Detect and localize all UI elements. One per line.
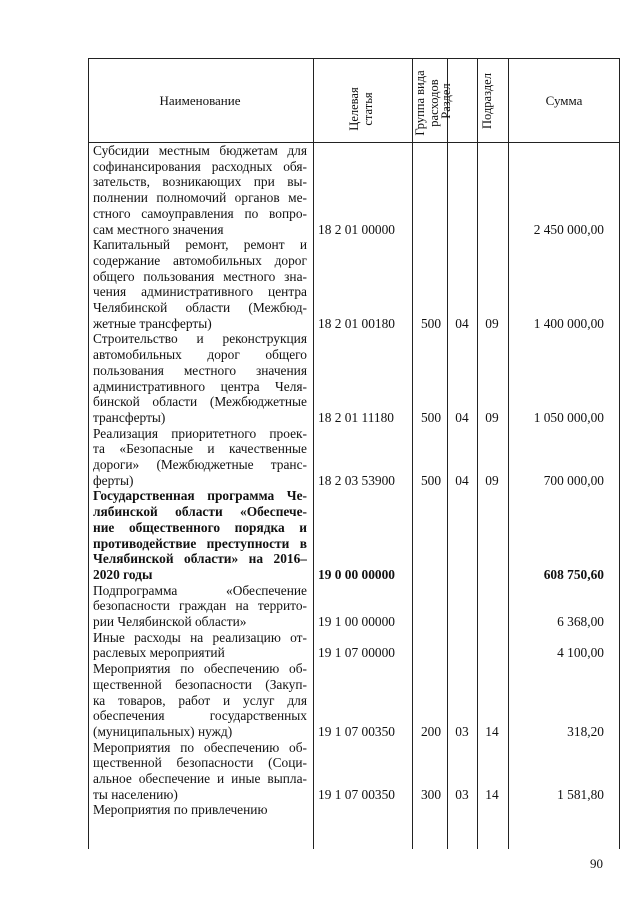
row-name-line: безопасности граждан на террито-	[93, 598, 307, 614]
row-name-line: рии Челябинской области»	[93, 614, 247, 629]
row-subsection: 09	[485, 315, 499, 331]
row-group: 500	[420, 315, 442, 331]
col-border-subsection	[477, 58, 478, 849]
row-name-line: сам местного значения	[93, 221, 224, 237]
row-name	[93, 802, 307, 818]
col-border-right	[619, 58, 620, 849]
row-name-line: стного самоуправления по вопро-	[93, 205, 307, 221]
row-name	[93, 426, 307, 489]
row-code: 18 2 01 00180	[318, 315, 395, 331]
row-name-line: Строительство и реконструкция	[93, 331, 307, 347]
row-name	[93, 630, 307, 661]
header-group: Группа вида расходов	[413, 70, 441, 136]
row-sum: 608 750,60	[543, 566, 604, 582]
row-name	[93, 331, 307, 425]
row-name	[93, 237, 307, 331]
row-code: 19 0 00 00000	[318, 566, 395, 582]
row-group: 300	[420, 786, 442, 802]
row-name-line: трансферты)	[93, 409, 166, 425]
row-section: 04	[455, 409, 469, 425]
row-name-line: (муниципальных) нужд)	[93, 723, 233, 739]
row-group: 200	[420, 723, 442, 739]
page-number: 90	[590, 856, 603, 871]
row-name-line: Иные расходы на реализацию от-	[93, 629, 307, 645]
row-sum: 1 581,80	[557, 786, 604, 802]
row-subsection: 09	[485, 472, 499, 488]
row-name-line: Челябинской области (Межбюд-	[93, 300, 307, 315]
row-code: 19 1 07 00350	[318, 786, 395, 802]
row-code: 18 2 03 53900	[318, 472, 395, 488]
row-name-line: Субсидии местным бюджетам для	[93, 143, 307, 158]
row-group: 500	[420, 409, 442, 425]
col-border-code	[313, 58, 314, 849]
row-name-line: ние общественного порядка и	[93, 519, 307, 535]
row-name-line: Государственная программа Че-	[93, 488, 307, 504]
row-name-line: 2020 годы	[93, 566, 153, 582]
row-sum: 2 450 000,00	[533, 221, 604, 237]
row-code: 18 2 01 11180	[318, 409, 395, 425]
row-sum: 4 100,00	[557, 645, 604, 661]
row-name-line: лябинской области «Обеспече-	[93, 504, 307, 520]
row-name-line: административного центра Челя-	[93, 378, 307, 394]
row-name-line: бинской области (Межбюджетные	[93, 394, 307, 410]
row-sum: 700 000,00	[543, 472, 604, 488]
row-name-line: общего пользования местного зна-	[93, 268, 307, 284]
row-name	[93, 143, 307, 237]
row-code: 19 1 07 00350	[318, 723, 395, 739]
row-name-line: Мероприятия по привлечению	[93, 802, 268, 818]
header-code: Целевая статья	[347, 87, 375, 131]
row-name-line: дороги» (Межбюджетные транс-	[93, 457, 307, 472]
row-name-line: щественной безопасности (Соци-	[93, 755, 307, 771]
col-border-section	[447, 58, 448, 849]
row-name-line: Подпрограмма «Обеспечение	[93, 582, 307, 598]
row-name-line: чения административного центра	[93, 284, 307, 300]
row-group: 500	[420, 472, 442, 488]
row-name-line: Мероприятия по обеспечению об-	[93, 739, 307, 755]
row-name-line: Реализация приоритетного проек-	[93, 425, 307, 441]
row-section: 03	[455, 723, 469, 739]
row-name-line: софинансирования расходных обя-	[93, 158, 307, 174]
row-name-line: та «Безопасные и качественные	[93, 441, 307, 457]
row-name	[93, 583, 307, 630]
row-name-line: зательств, возникающих при вы-	[93, 174, 307, 190]
row-sum: 318,20	[567, 723, 604, 739]
row-name-line: щественной безопасности (Закуп-	[93, 676, 307, 692]
row-sum: 1 050 000,00	[533, 409, 604, 425]
row-name-line: содержание автомобильных дорог	[93, 252, 307, 268]
header-sum: Сумма	[545, 93, 583, 108]
row-name-line: полнении полномочий органов ме-	[93, 190, 307, 206]
row-section: 04	[455, 472, 469, 488]
row-section: 04	[455, 315, 469, 331]
row-name	[93, 661, 307, 740]
row-name-line: альное обеспечение и иные выпла-	[93, 771, 307, 786]
row-name	[93, 488, 307, 582]
row-name-line: автомобильных дорог общего	[93, 347, 307, 363]
row-name-line: ка товаров, работ и услуг для	[93, 692, 307, 708]
row-name-line: пользования местного значения	[93, 362, 307, 378]
row-subsection: 09	[485, 409, 499, 425]
col-border-left	[88, 58, 89, 849]
col-border-group	[412, 58, 413, 849]
row-name-line: раслевых мероприятий	[93, 645, 225, 661]
row-code: 19 1 07 00000	[318, 645, 395, 661]
row-name-line: противодействие преступности в	[93, 535, 307, 551]
row-sum: 6 368,00	[557, 614, 604, 629]
row-name-line: жетные трансферты)	[93, 315, 212, 331]
row-name-line: Капитальный ремонт, ремонт и	[93, 237, 307, 253]
row-subsection: 14	[485, 723, 499, 739]
row-name-line: Мероприятия по обеспечению об-	[93, 661, 307, 677]
row-name-line: ты населению)	[93, 786, 178, 802]
row-section: 03	[455, 786, 469, 802]
row-name-line: ферты)	[93, 472, 134, 488]
row-code: 18 2 01 00000	[318, 221, 395, 237]
row-name-line: обеспечения государственных	[93, 708, 307, 724]
row-code: 19 1 00 00000	[318, 614, 395, 629]
row-name-line: Челябинской области» на 2016–	[93, 551, 307, 567]
header-subsection: Подраздел	[480, 73, 494, 129]
header-section: Раздел	[439, 83, 453, 119]
row-sum: 1 400 000,00	[533, 315, 604, 331]
row-subsection: 14	[485, 786, 499, 802]
header-name: Наименование	[159, 93, 241, 108]
row-name	[93, 740, 307, 803]
